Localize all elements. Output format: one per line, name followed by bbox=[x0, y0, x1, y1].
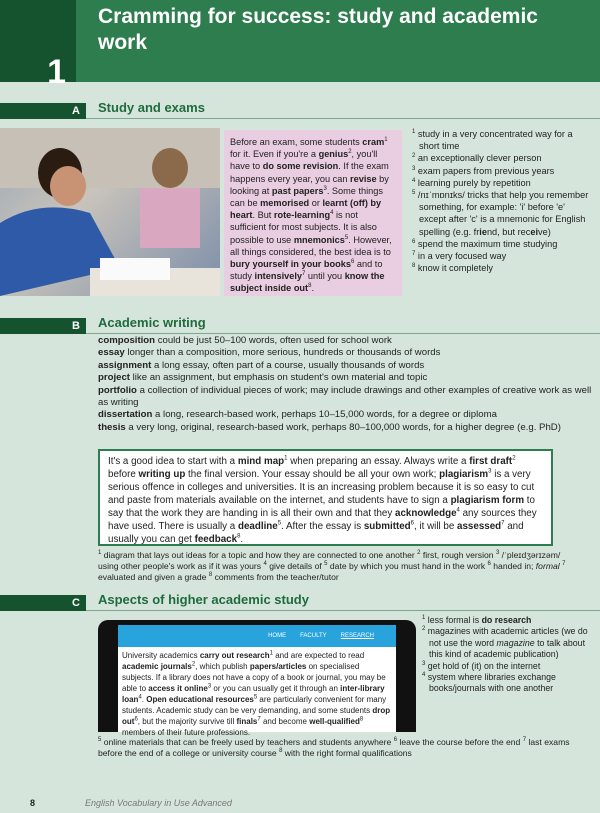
section-a-header bbox=[0, 100, 600, 119]
unit-number: 1 bbox=[0, 0, 76, 82]
divider bbox=[86, 333, 600, 334]
definition-item: assignment a long essay, often part of a course, usually thousands of words bbox=[98, 359, 425, 371]
section-title: Aspects of higher academic study bbox=[98, 592, 309, 607]
definition-item: essay longer than a composition, more serious, hundreds or thousands of words bbox=[98, 347, 441, 359]
book-title: English Vocabulary in Use Advanced bbox=[85, 798, 232, 808]
glossary-item: $^2$ an exceptionally clever person bbox=[412, 153, 542, 164]
section-letter: C bbox=[0, 595, 86, 611]
definition-item: project like an assignment, but emphasis on student's own material and topic bbox=[98, 372, 428, 384]
website-nav bbox=[118, 625, 396, 647]
page-title: Cramming for success: study and academic work bbox=[98, 5, 538, 54]
section-letter: A bbox=[0, 103, 86, 119]
glossary-item: $^3$ exam papers from previous years bbox=[412, 165, 555, 176]
section-title: Academic writing bbox=[98, 315, 206, 330]
unit-header bbox=[0, 0, 600, 91]
writing-definitions bbox=[98, 335, 593, 434]
divider bbox=[86, 118, 600, 119]
glossary-item: $^6$ spend the maximum time studying bbox=[412, 238, 558, 249]
section-a-text: Before an exam, some students cram$^1$ for it. Even if you're a genius$^2$, you'll have to do some revision. If the exam happens every year, you can revise by looking at past papers$^3$. Some things can be memorised or learnt (off) by heart. But rote-learning$^4$ is not sufficient for most subjects. It is also possible to use mnemonics$^5$. However, all things considered, the best idea is to bury yourself in your books$^6$ and to study intensively$^7$ until you know the subject inside out$^8$. bbox=[224, 130, 402, 296]
section-c-header bbox=[0, 592, 600, 611]
definition-item: composition could be just 50–100 words, often used for school work bbox=[98, 335, 392, 346]
section-letter: B bbox=[0, 318, 86, 334]
page-number: 8 bbox=[30, 798, 36, 808]
nav-research: RESEARCH bbox=[340, 632, 374, 639]
section-b-header bbox=[0, 315, 600, 334]
tablet-screen bbox=[118, 625, 396, 737]
section-c-glossary bbox=[422, 615, 592, 695]
tablet-illustration bbox=[98, 620, 416, 737]
divider bbox=[86, 610, 600, 611]
glossary-item: $^5$ /nɪˈmɒnɪks/ tricks that help you remember something, for example: 'i' before 'e' except after 'c' is a mnemonic for English spelling (e.g. friend, but receive) bbox=[412, 189, 589, 237]
glossary-item: $^1$ study in a very concentrated way for a short time bbox=[412, 128, 573, 152]
glossary-item: $^1$ less formal is do research bbox=[422, 615, 532, 625]
nav-faculty: FACULTY bbox=[300, 632, 327, 639]
students-exam-photo bbox=[0, 128, 220, 296]
glossary-item: $^2$ magazines with academic articles (we do not use the word magazine to talk about this kind of academic publication) bbox=[422, 626, 588, 660]
section-a-glossary bbox=[412, 128, 592, 274]
photo-illustration bbox=[0, 128, 220, 296]
glossary-item: $^4$ learning purely by repetition bbox=[412, 177, 531, 188]
definition-item: dissertation a long, research-based work, perhaps 10–15,000 words, for a degree or diploma bbox=[98, 409, 497, 421]
essay-text-box: It's a good idea to start with a mind map$^1$ when preparing an essay. Always write a first draft$^2$ before writing up the final version. Your essay should be all your own work; plagiarism$^3$ is a very serious offence in colleges and universities. It is an increasing problem because it is so easy to cut and paste from materials available on the internet, and students have to sign a plagiarism form to say that the work they are handing in is all their own and that they acknowledge$^4$ any sources they have used. There is usually a deadline$^5$. After the essay is submitted$^6$, it will be assessed$^7$ and usually you can get feedback$^8$. bbox=[98, 449, 553, 546]
definition-item: portfolio a collection of individual pieces of work; may include drawings and other examples of creative work as well as writing bbox=[98, 384, 592, 409]
glossary-item: $^4$ system where libraries exchange books/journals with one another bbox=[422, 672, 556, 694]
glossary-item: $^3$ get hold of (it) on the internet bbox=[422, 660, 541, 671]
definition-item: thesis a very long, original, research-based work, perhaps 80–100,000 words, for a higher degree (e.g. PhD) bbox=[98, 421, 561, 433]
screen-text: University academics carry out research$^1$ and are expected to read academic journals$^2$, which publish papers/articles on specialised subjects. If a library does not have a copy of a book or journal, you may be able to access it online$^3$ or you can usually get it through an inter-library loan$^4$. Open educational resources$^5$ are particularly convenient for many students. Academic study can be very demanding, and some students drop out$^6$, but the majority survive till finals$^7$ and become well-qualified$^8$ members of their future professions. bbox=[122, 650, 391, 737]
glossary-item: $^7$ in a very focused way bbox=[412, 250, 507, 262]
section-b-footnotes: $^1$ diagram that lays out ideas for a topic and how they are connected to one another $^2$ first, rough version $^3$ /ˈpleɪdʒərɪzəm/ using other people's work as if it was yours $^4$ give details of $^5$ date by which you must hand in the work $^6$ handed in; formal $^7$ evaluated and given a grade $^8$ comments from the teacher/tutor bbox=[98, 550, 566, 582]
glossary-item: $^8$ know it completely bbox=[412, 263, 493, 274]
nav-home: HOME bbox=[268, 632, 287, 639]
section-title: Study and exams bbox=[98, 100, 205, 115]
section-c-footnotes: $^5$ online materials that can be freely used by teachers and students anywhere $^6$ leave the course before the end $^7$ last exams before the end of a college or university course $^8$ with the right formal qualifications bbox=[98, 737, 570, 758]
